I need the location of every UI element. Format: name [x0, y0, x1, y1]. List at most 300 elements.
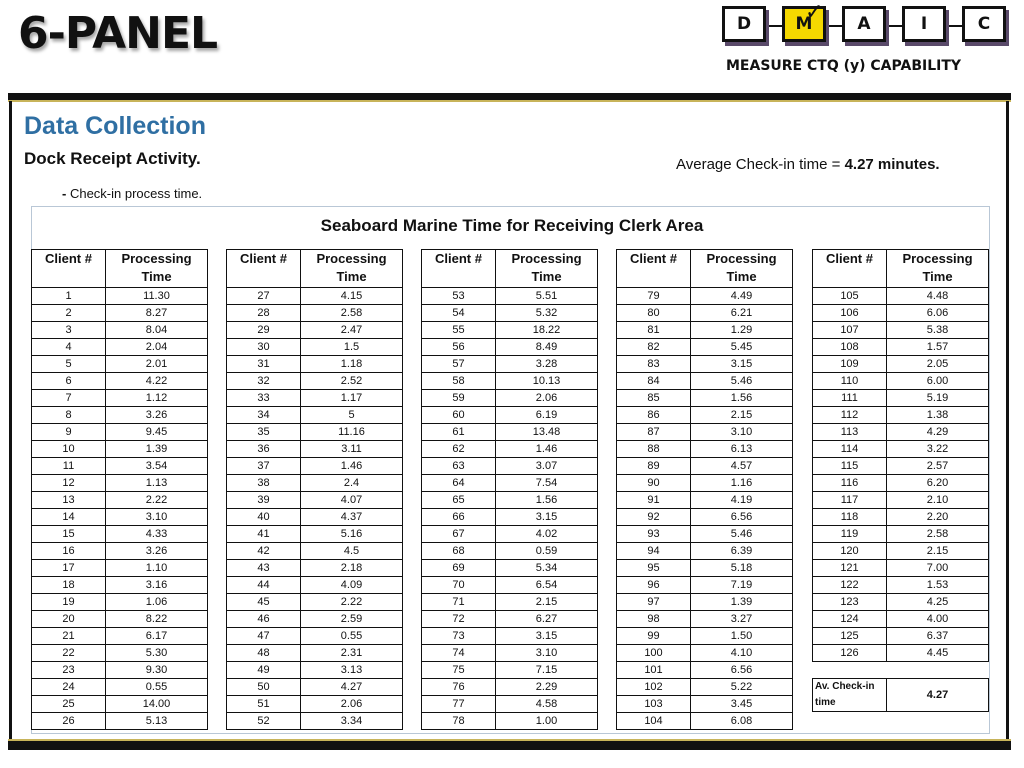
processing-time: 5.16	[301, 526, 403, 543]
table-row	[32, 424, 208, 441]
table-row	[227, 373, 403, 390]
processing-time: 10.13	[496, 373, 598, 390]
processing-time: 4.49	[691, 288, 793, 305]
processing-time: 3.10	[496, 645, 598, 662]
client-number: 15	[32, 526, 106, 543]
client-number: 98	[617, 611, 691, 628]
processing-time: 1.46	[496, 441, 598, 458]
client-number: 100	[617, 645, 691, 662]
client-number: 90	[617, 475, 691, 492]
processing-time: 2.58	[887, 526, 989, 543]
processing-time: 3.26	[106, 407, 208, 424]
processing-time: 2.20	[887, 509, 989, 526]
processing-time: 4.48	[887, 288, 989, 305]
client-number: 71	[422, 594, 496, 611]
processing-time: 5	[301, 407, 403, 424]
client-number: 22	[32, 645, 106, 662]
client-number: 26	[32, 713, 106, 730]
client-number: 34	[227, 407, 301, 424]
client-number: 21	[32, 628, 106, 645]
processing-time: 2.58	[301, 305, 403, 322]
table-row	[422, 288, 598, 305]
table-row	[617, 458, 793, 475]
processing-time: 2.4	[301, 475, 403, 492]
client-number: 54	[422, 305, 496, 322]
processing-time: 1.13	[106, 475, 208, 492]
table-row	[813, 458, 989, 475]
table-row	[227, 305, 403, 322]
processing-time: 5.45	[691, 339, 793, 356]
phase-label: MEASURE CTQ (y) CAPABILITY	[726, 58, 962, 74]
client-number: 116	[813, 475, 887, 492]
processing-time: 6.39	[691, 543, 793, 560]
client-number: 16	[32, 543, 106, 560]
table-row	[227, 696, 403, 713]
client-number: 25	[32, 696, 106, 713]
client-number: 89	[617, 458, 691, 475]
client-number: 31	[227, 356, 301, 373]
client-number: 65	[422, 492, 496, 509]
table-row	[227, 475, 403, 492]
processing-time: 3.26	[106, 543, 208, 560]
table-row	[32, 356, 208, 373]
table-row	[617, 322, 793, 339]
processing-time: 6.19	[496, 407, 598, 424]
table-row	[32, 288, 208, 305]
client-table-1	[31, 249, 208, 730]
client-number: 109	[813, 356, 887, 373]
table-row	[422, 611, 598, 628]
table-row	[422, 628, 598, 645]
client-number: 42	[227, 543, 301, 560]
table-row	[227, 577, 403, 594]
average-summary: Average Check-in time = 4.27 minutes.	[676, 156, 940, 173]
table-row	[617, 441, 793, 458]
processing-time: 1.39	[691, 594, 793, 611]
client-number: 124	[813, 611, 887, 628]
table-row	[813, 611, 989, 628]
processing-time: 2.18	[301, 560, 403, 577]
processing-time: 5.18	[691, 560, 793, 577]
table-row	[227, 594, 403, 611]
client-number: 105	[813, 288, 887, 305]
client-number: 2	[32, 305, 106, 322]
table-row	[813, 407, 989, 424]
processing-time: 0.59	[496, 543, 598, 560]
processing-time: 4.07	[301, 492, 403, 509]
table-row	[617, 424, 793, 441]
table-row	[227, 543, 403, 560]
client-number: 50	[227, 679, 301, 696]
client-number: 30	[227, 339, 301, 356]
processing-time: 5.32	[496, 305, 598, 322]
client-table-5	[812, 249, 989, 712]
table-row	[422, 594, 598, 611]
client-number: 6	[32, 373, 106, 390]
processing-time: 1.12	[106, 390, 208, 407]
client-number: 112	[813, 407, 887, 424]
processing-time: 1.16	[691, 475, 793, 492]
processing-time: 1.29	[691, 322, 793, 339]
processing-time: 3.13	[301, 662, 403, 679]
table-row	[32, 526, 208, 543]
client-number: 80	[617, 305, 691, 322]
table-row	[422, 373, 598, 390]
table-row	[813, 288, 989, 305]
client-number: 27	[227, 288, 301, 305]
table-row	[617, 356, 793, 373]
table-row	[617, 628, 793, 645]
table-row	[422, 509, 598, 526]
client-number: 77	[422, 696, 496, 713]
processing-time: 6.56	[691, 662, 793, 679]
table-row	[227, 288, 403, 305]
client-number: 4	[32, 339, 106, 356]
client-number: 94	[617, 543, 691, 560]
table-row	[617, 492, 793, 509]
table-row	[32, 407, 208, 424]
table-row	[227, 356, 403, 373]
processing-time: 3.11	[301, 441, 403, 458]
processing-time: 3.07	[496, 458, 598, 475]
processing-time: 11.30	[106, 288, 208, 305]
processing-time: 0.55	[106, 679, 208, 696]
table-row	[422, 526, 598, 543]
client-number: 47	[227, 628, 301, 645]
table-row	[227, 645, 403, 662]
processing-time: 2.22	[301, 594, 403, 611]
table-row	[813, 356, 989, 373]
client-number: 66	[422, 509, 496, 526]
table-row	[32, 628, 208, 645]
time-header: Processing Time	[301, 250, 403, 288]
processing-time: 1.38	[887, 407, 989, 424]
dmaic-step-improve: I	[902, 6, 946, 42]
processing-time: 2.22	[106, 492, 208, 509]
client-number: 119	[813, 526, 887, 543]
table-row	[813, 305, 989, 322]
client-number: 23	[32, 662, 106, 679]
client-number: 33	[227, 390, 301, 407]
processing-time: 4.29	[887, 424, 989, 441]
client-number: 39	[227, 492, 301, 509]
note: - Check-in process time.	[62, 186, 203, 201]
table-row	[227, 611, 403, 628]
table-row	[32, 696, 208, 713]
table-row	[617, 679, 793, 696]
client-number: 95	[617, 560, 691, 577]
processing-time: 1.18	[301, 356, 403, 373]
processing-time: 3.15	[496, 628, 598, 645]
table-row	[813, 594, 989, 611]
table-row	[617, 407, 793, 424]
processing-time: 2.10	[887, 492, 989, 509]
table-row	[813, 628, 989, 645]
table-row	[813, 543, 989, 560]
processing-time: 3.45	[691, 696, 793, 713]
processing-time: 6.00	[887, 373, 989, 390]
processing-time: 3.22	[887, 441, 989, 458]
client-number: 120	[813, 543, 887, 560]
client-number: 28	[227, 305, 301, 322]
processing-time: 3.34	[301, 713, 403, 730]
processing-time: 4.58	[496, 696, 598, 713]
average-value: 4.27 minutes.	[844, 156, 940, 173]
table-row	[32, 492, 208, 509]
table-row	[422, 713, 598, 730]
client-number: 35	[227, 424, 301, 441]
client-number: 51	[227, 696, 301, 713]
processing-time: 2.29	[496, 679, 598, 696]
table-row	[32, 322, 208, 339]
client-number: 63	[422, 458, 496, 475]
table-row	[32, 611, 208, 628]
client-header: Client #	[227, 250, 301, 288]
client-table-2	[226, 249, 403, 730]
time-header: Processing Time	[691, 250, 793, 288]
table-row	[813, 560, 989, 577]
client-number: 84	[617, 373, 691, 390]
processing-time: 4.5	[301, 543, 403, 560]
client-number: 41	[227, 526, 301, 543]
table-row	[617, 475, 793, 492]
processing-time: 3.15	[691, 356, 793, 373]
processing-time: 2.15	[496, 594, 598, 611]
processing-time: 2.52	[301, 373, 403, 390]
processing-time: 6.17	[106, 628, 208, 645]
client-number: 111	[813, 390, 887, 407]
client-number: 108	[813, 339, 887, 356]
client-number: 38	[227, 475, 301, 492]
processing-time: 3.28	[496, 356, 598, 373]
table-row	[32, 679, 208, 696]
client-number: 49	[227, 662, 301, 679]
table-row	[32, 373, 208, 390]
processing-time: 4.33	[106, 526, 208, 543]
table-row	[227, 560, 403, 577]
table-row	[227, 458, 403, 475]
processing-time: 2.47	[301, 322, 403, 339]
processing-time: 5.30	[106, 645, 208, 662]
table-row	[32, 543, 208, 560]
processing-time: 4.37	[301, 509, 403, 526]
processing-time: 18.22	[496, 322, 598, 339]
processing-time: 3.54	[106, 458, 208, 475]
processing-time: 3.27	[691, 611, 793, 628]
client-number: 118	[813, 509, 887, 526]
client-number: 82	[617, 339, 691, 356]
section-title: Data Collection	[24, 112, 206, 140]
client-number: 117	[813, 492, 887, 509]
table-row	[422, 543, 598, 560]
processing-time: 3.15	[496, 509, 598, 526]
processing-time: 6.20	[887, 475, 989, 492]
processing-time: 4.15	[301, 288, 403, 305]
client-number: 60	[422, 407, 496, 424]
client-number: 59	[422, 390, 496, 407]
client-number: 78	[422, 713, 496, 730]
processing-time: 6.37	[887, 628, 989, 645]
table-row	[227, 526, 403, 543]
table-row	[227, 509, 403, 526]
processing-time: 8.27	[106, 305, 208, 322]
client-number: 107	[813, 322, 887, 339]
client-number: 48	[227, 645, 301, 662]
processing-time: 1.56	[691, 390, 793, 407]
client-number: 3	[32, 322, 106, 339]
processing-time: 13.48	[496, 424, 598, 441]
client-number: 126	[813, 645, 887, 662]
client-number: 79	[617, 288, 691, 305]
table-row	[617, 305, 793, 322]
table-row	[32, 458, 208, 475]
client-number: 81	[617, 322, 691, 339]
processing-time: 1.39	[106, 441, 208, 458]
table-row	[32, 390, 208, 407]
client-number: 29	[227, 322, 301, 339]
processing-time: 4.27	[301, 679, 403, 696]
table-row	[422, 577, 598, 594]
table-row	[813, 577, 989, 594]
table-row	[422, 645, 598, 662]
table-row	[617, 577, 793, 594]
processing-time: 2.06	[301, 696, 403, 713]
table-row	[422, 475, 598, 492]
processing-time: 4.25	[887, 594, 989, 611]
client-number: 46	[227, 611, 301, 628]
table-row	[617, 526, 793, 543]
client-number: 36	[227, 441, 301, 458]
client-number: 92	[617, 509, 691, 526]
processing-time: 3.16	[106, 577, 208, 594]
table-row	[422, 424, 598, 441]
processing-time: 1.5	[301, 339, 403, 356]
time-header: Processing Time	[106, 250, 208, 288]
client-number: 7	[32, 390, 106, 407]
processing-time: 1.10	[106, 560, 208, 577]
table-row	[422, 492, 598, 509]
client-number: 74	[422, 645, 496, 662]
client-number: 9	[32, 424, 106, 441]
client-number: 68	[422, 543, 496, 560]
dmaic-tracker	[722, 0, 1007, 46]
table-row	[32, 713, 208, 730]
client-number: 10	[32, 441, 106, 458]
client-number: 115	[813, 458, 887, 475]
table-row	[617, 339, 793, 356]
time-header: Processing Time	[887, 250, 989, 288]
table-row	[617, 645, 793, 662]
table-row	[422, 458, 598, 475]
client-number: 32	[227, 373, 301, 390]
processing-time: 5.46	[691, 373, 793, 390]
processing-time: 2.15	[887, 543, 989, 560]
client-number: 75	[422, 662, 496, 679]
client-number: 53	[422, 288, 496, 305]
processing-time: 4.57	[691, 458, 793, 475]
client-number: 110	[813, 373, 887, 390]
table-row	[32, 509, 208, 526]
client-number: 19	[32, 594, 106, 611]
client-number: 64	[422, 475, 496, 492]
table-row	[617, 509, 793, 526]
client-number: 45	[227, 594, 301, 611]
table-row	[422, 662, 598, 679]
client-number: 13	[32, 492, 106, 509]
table-row	[617, 713, 793, 730]
processing-time: 4.10	[691, 645, 793, 662]
processing-time: 4.02	[496, 526, 598, 543]
client-number: 58	[422, 373, 496, 390]
client-table-4	[616, 249, 793, 730]
table-row	[227, 662, 403, 679]
table-row	[32, 560, 208, 577]
processing-time: 1.53	[887, 577, 989, 594]
table-row	[422, 356, 598, 373]
client-number: 106	[813, 305, 887, 322]
client-number: 5	[32, 356, 106, 373]
processing-time: 2.04	[106, 339, 208, 356]
client-header: Client #	[422, 250, 496, 288]
table-row	[617, 560, 793, 577]
processing-time: 2.57	[887, 458, 989, 475]
table-row	[813, 424, 989, 441]
processing-time: 5.46	[691, 526, 793, 543]
table-row	[32, 645, 208, 662]
table-row	[422, 322, 598, 339]
processing-time: 3.10	[691, 424, 793, 441]
table-row	[32, 441, 208, 458]
table-row	[813, 492, 989, 509]
table-row	[227, 424, 403, 441]
client-number: 1	[32, 288, 106, 305]
processing-time: 0.55	[301, 628, 403, 645]
processing-time: 7.15	[496, 662, 598, 679]
table-row	[227, 322, 403, 339]
client-number: 102	[617, 679, 691, 696]
processing-time: 6.27	[496, 611, 598, 628]
sheet-title: Seaboard Marine Time for Receiving Clerk Area	[320, 216, 704, 235]
dmaic-step-define: D	[722, 6, 766, 42]
processing-time: 7.19	[691, 577, 793, 594]
time-header: Processing Time	[496, 250, 598, 288]
processing-time: 1.46	[301, 458, 403, 475]
client-number: 40	[227, 509, 301, 526]
client-number: 87	[617, 424, 691, 441]
processing-time: 2.15	[691, 407, 793, 424]
client-number: 70	[422, 577, 496, 594]
client-number: 11	[32, 458, 106, 475]
client-number: 114	[813, 441, 887, 458]
processing-time: 7.00	[887, 560, 989, 577]
processing-time: 1.06	[106, 594, 208, 611]
client-number: 17	[32, 560, 106, 577]
processing-time: 4.00	[887, 611, 989, 628]
client-number: 83	[617, 356, 691, 373]
client-number: 97	[617, 594, 691, 611]
client-table-3	[421, 249, 598, 730]
client-number: 91	[617, 492, 691, 509]
table-row	[32, 662, 208, 679]
processing-time: 2.01	[106, 356, 208, 373]
table-row	[813, 645, 989, 662]
client-number: 96	[617, 577, 691, 594]
client-number: 18	[32, 577, 106, 594]
processing-time: 4.45	[887, 645, 989, 662]
processing-time: 6.21	[691, 305, 793, 322]
client-number: 73	[422, 628, 496, 645]
client-number: 8	[32, 407, 106, 424]
